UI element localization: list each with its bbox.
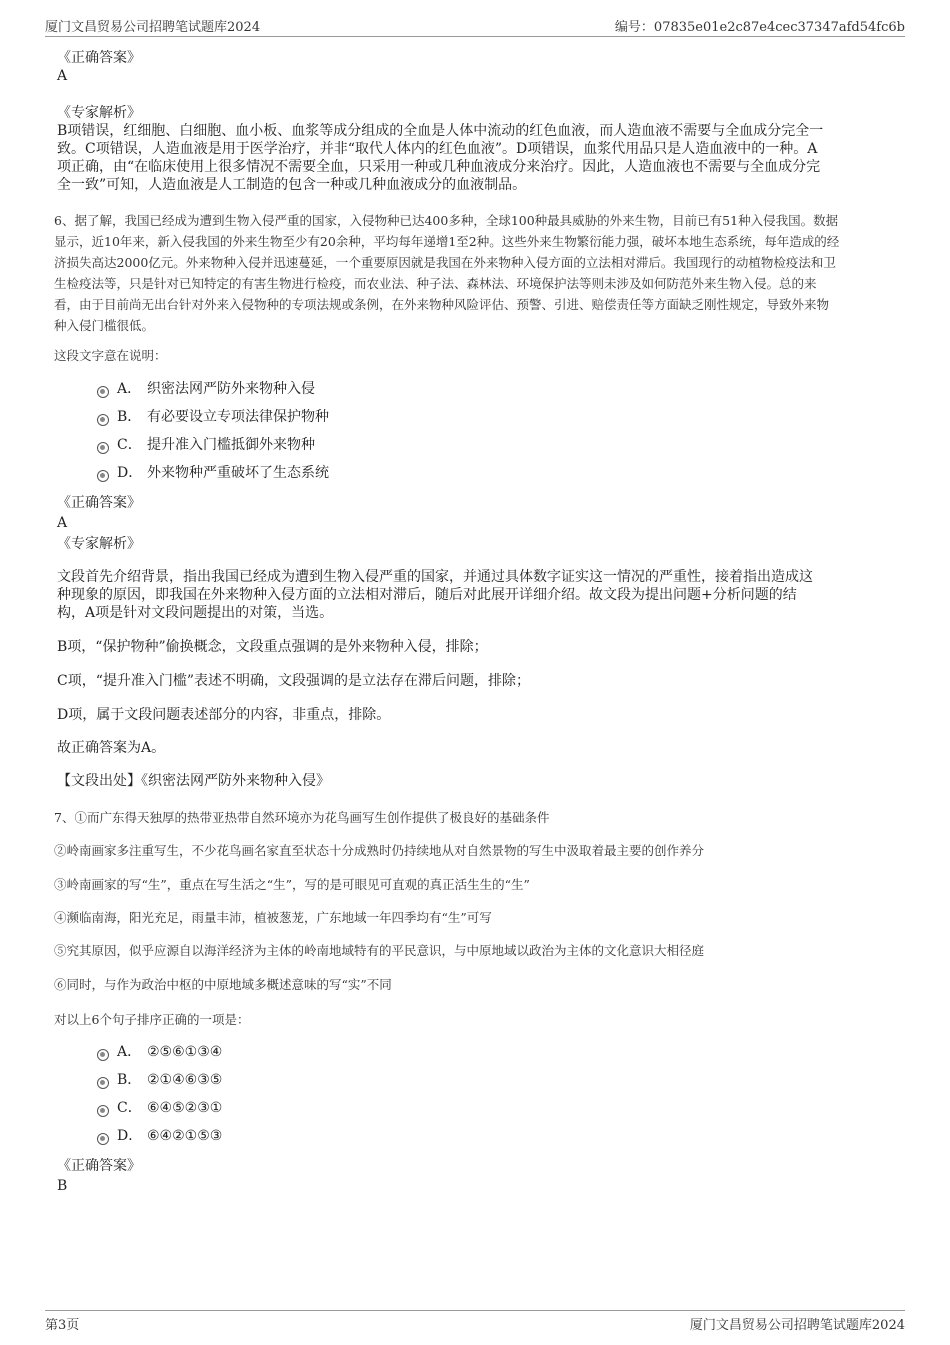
q6-question: 这段文字意在说明： <box>54 348 167 363</box>
q6-option-b[interactable]: B． 有必要设立专项法律保护物种 <box>97 407 329 427</box>
stem-line: 种入侵门槛很低。 <box>54 318 155 333</box>
q6-option-c-note: C项，“提升准入门槛”表述不明确，文段强调的是立法存在滞后问题，排除； <box>57 673 531 689</box>
radio-icon[interactable] <box>97 1049 109 1061</box>
q7-answer: B <box>57 1178 68 1194</box>
radio-icon[interactable] <box>97 442 109 454</box>
radio-icon[interactable] <box>97 1105 109 1117</box>
analysis-line: 构，A项是针对文段问题提出的对策，当选。 <box>57 605 334 621</box>
radio-icon[interactable] <box>97 470 109 482</box>
q7-sentence-1: 7、①而广东得天独厚的热带亚热带自然环境亦为花鸟画写生创作提供了极良好的基础条件 <box>54 810 550 825</box>
q6-option-c[interactable]: C． 提升准入门槛抵御外来物种 <box>97 435 315 455</box>
analysis-line: 种现象的原因，即我国在外来物种入侵方面的立法相对滞后，随后对此展开详细介绍。故文段为提出问题+分析问题的结 <box>57 587 797 603</box>
q7-sentence-4: ④濒临南海，阳光充足，雨量丰沛，植被葱茏，广东地域一年四季均有“生”可写 <box>54 910 492 925</box>
q6-option-a[interactable]: A． 织密法网严防外来物种入侵 <box>97 379 315 399</box>
q6-option-d-note: D项，属于文段问题表述部分的内容，非重点，排除。 <box>57 707 391 723</box>
radio-icon[interactable] <box>97 386 109 398</box>
q7-sentence-5: ⑤究其原因，似乎应源自以海洋经济为主体的岭南地域特有的平民意识，与中原地域以政治为主体的文化意识大相径庭 <box>54 943 705 958</box>
q7-sentence-6: ⑥同时，与作为政治中枢的中原地域多概述意味的写“实”不同 <box>54 977 392 992</box>
prev-answer: A <box>57 68 68 84</box>
radio-icon[interactable] <box>97 1077 109 1089</box>
header-divider <box>45 36 905 37</box>
q6-stem <box>54 210 914 336</box>
q6-conclusion: 故正确答案为A。 <box>57 740 166 756</box>
q6-analysis-label: 《专家解析》 <box>57 536 141 552</box>
header-title: 厦门文昌贸易公司招聘笔试题库2024 <box>45 20 261 35</box>
analysis-line: 项正确，由“在临床使用上很多情况不需要全血，只采用一种或几种血液成分来治疗。因此，人造血液也不需要与全血成分完 <box>57 159 821 175</box>
stem-line: 显示，近10年来，新入侵我国的外来生物至少有20余种，平均每年递增1至2种。这些外来生物繁衍能力强，破坏本地生态系统，每年造成的经 <box>54 234 840 249</box>
q7-answer-label: 《正确答案》 <box>57 1158 141 1174</box>
q7-option-b[interactable]: B． ②①④⑥③⑤ <box>97 1070 222 1090</box>
prev-analysis <box>57 122 902 194</box>
q7-sentence-2: ②岭南画家多注重写生，不少花鸟画名家直至状态十分成熟时仍持续地从对自然景物的写生中汲取着最主要的创作养分 <box>54 843 705 858</box>
q6-answer: A <box>57 515 68 531</box>
stem-line: 济损失高达2000亿元。外来物种入侵并迅速蔓延，一个重要原因就是我国在外来物种入侵方面的立法相对滞后。我国现行的动植物检疫法和卫 <box>54 255 836 270</box>
radio-icon[interactable] <box>97 414 109 426</box>
q7-option-c[interactable]: C． ⑥④⑤②③① <box>97 1098 222 1118</box>
document-code: 编号：07835e01e2c87e4cec37347afd54fc6b <box>614 20 905 35</box>
analysis-line: 致。C项错误，人造血液是用于医学治疗，并非“取代人体内的红色血液”。D项错误，血浆代用品只是人造血液中的一种。A <box>57 141 818 157</box>
q7-sentence-3: ③岭南画家的写“生”，重点在写生活之“生”，写的是可眼见可直观的真正活生生的“生” <box>54 877 530 892</box>
q7-option-a[interactable]: A． ②⑤⑥①③④ <box>97 1042 222 1062</box>
prev-answer-label: 《正确答案》 <box>57 50 141 66</box>
q6-option-d[interactable]: D． 外来物种严重破坏了生态系统 <box>97 463 329 483</box>
prev-analysis-label: 《专家解析》 <box>57 105 141 121</box>
q6-answer-label: 《正确答案》 <box>57 495 141 511</box>
page-number: 第3页 <box>45 1318 80 1333</box>
footer-title: 厦门文昌贸易公司招聘笔试题库2024 <box>689 1318 905 1333</box>
q6-analysis <box>57 568 902 622</box>
analysis-line: B项错误，红细胞、白细胞、血小板、血浆等成分组成的全血是人体中流动的红色血液，而人造血液不需要与全血成分完全一 <box>57 123 824 139</box>
q7-option-d[interactable]: D． ⑥④②①⑤③ <box>97 1126 222 1146</box>
stem-line: 看，由于目前尚无出台针对外来入侵物种的专项法规或条例，在外来物种风险评估、预警、引进、赔偿责任等方面缺乏刚性规定，导致外来物 <box>54 297 830 312</box>
analysis-line: 文段首先介绍背景，指出我国已经成为遭到生物入侵严重的国家，并通过具体数字证实这一情况的严重性，接着指出造成这 <box>57 569 813 585</box>
stem-line: 6、据了解，我国已经成为遭到生物入侵严重的国家，入侵物种已达400多种，全球100种最具威胁的外来生物，目前已有51种入侵我国。数据 <box>54 213 839 228</box>
q7-question: 对以上6个句子排序正确的一项是： <box>54 1012 250 1027</box>
footer-divider <box>45 1310 905 1311</box>
q6-source: 【文段出处】《织密法网严防外来物种入侵》 <box>57 773 330 789</box>
stem-line: 生检疫法等，只是针对已知特定的有害生物进行检疫，而农业法、种子法、森林法、环境保护法等则未涉及如何防范外来生物入侵。总的来 <box>54 276 817 291</box>
analysis-line: 全一致”可知，人造血液是人工制造的包含一种或几种血液成分的血液制品。 <box>57 177 527 193</box>
radio-icon[interactable] <box>97 1133 109 1145</box>
q6-option-b-note: B项，“保护物种”偷换概念，文段重点强调的是外来物种入侵，排除； <box>57 639 488 655</box>
